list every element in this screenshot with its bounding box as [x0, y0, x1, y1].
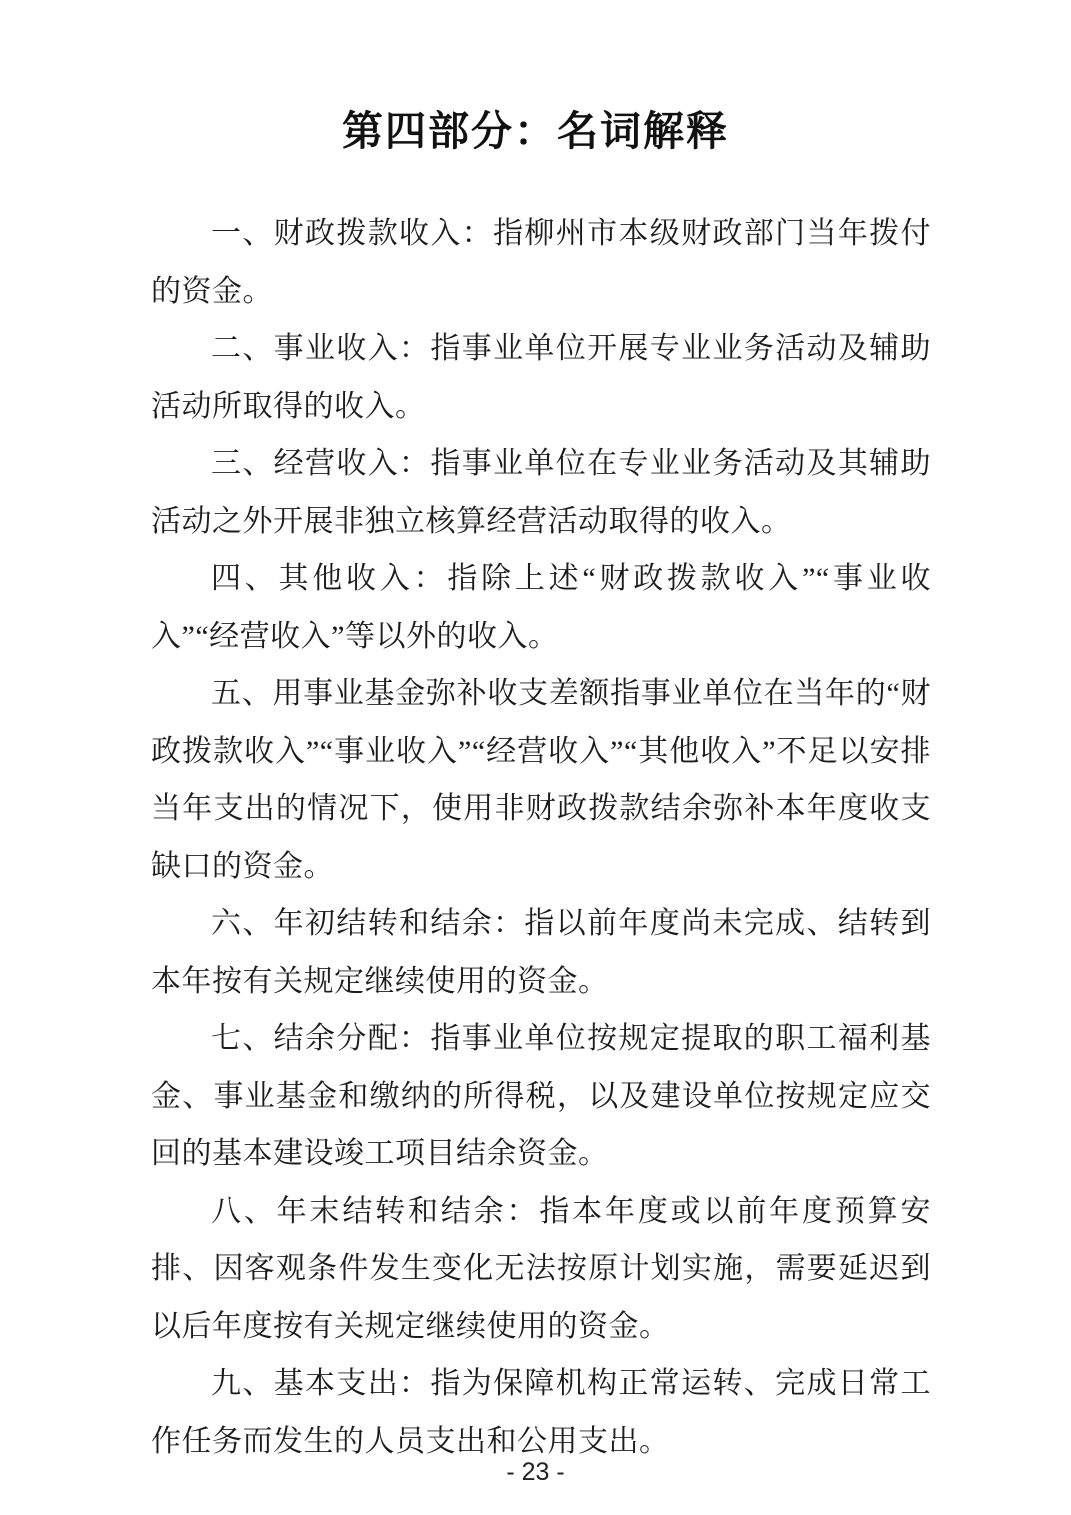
term-definition-paragraph-6: 六、年初结转和结余：指以前年度尚未完成、结转到本年按有关规定继续使用的资金。	[151, 907, 931, 998]
term-definition-paragraph-8: 八、年末结转和结余：指本年度或以前年度预算安排、因客观条件发生变化无法按原计划实施，需要延迟到以后年度按有关规定继续使用的资金。	[151, 1194, 931, 1343]
term-definition-paragraph-7: 七、结余分配：指事业单位按规定提取的职工福利基金、事业基金和缴纳的所得税，以及建设单位按规定应交回的基本建设竣工项目结余资金。	[151, 1022, 931, 1170]
terms-section	[0, 205, 1071, 1470]
term-definition-paragraph-3: 三、经营收入：指事业单位在专业业务活动及其辅助活动之外开展非独立核算经营活动取得的收入。	[151, 447, 931, 538]
page-title: 第四部分：名词解释	[342, 108, 729, 154]
term-definition-paragraph-5: 五、用事业基金弥补收支差额指事业单位在当年的“财政拨款收入”“事业收入”“经营收入”“其他收入”不足以安排当年支出的情况下，使用非财政拨款结余弥补本年度收支缺口的资金。	[151, 677, 931, 883]
term-definition-paragraph-1: 一、财政拨款收入：指柳州市本级财政部门当年拨付的资金。	[151, 217, 931, 308]
page-number: - 23 -	[506, 1458, 565, 1486]
term-definition-paragraph-4: 四、其他收入：指除上述“财政拨款收入”“事业收入”“经营收入”等以外的收入。	[151, 562, 931, 653]
term-definition-paragraph-9: 九、基本支出：指为保障机构正常运转、完成日常工作任务而发生的人员支出和公用支出。	[151, 1367, 931, 1458]
term-definition-paragraph-2: 二、事业收入：指事业单位开展专业业务活动及辅助活动所取得的收入。	[151, 332, 931, 423]
